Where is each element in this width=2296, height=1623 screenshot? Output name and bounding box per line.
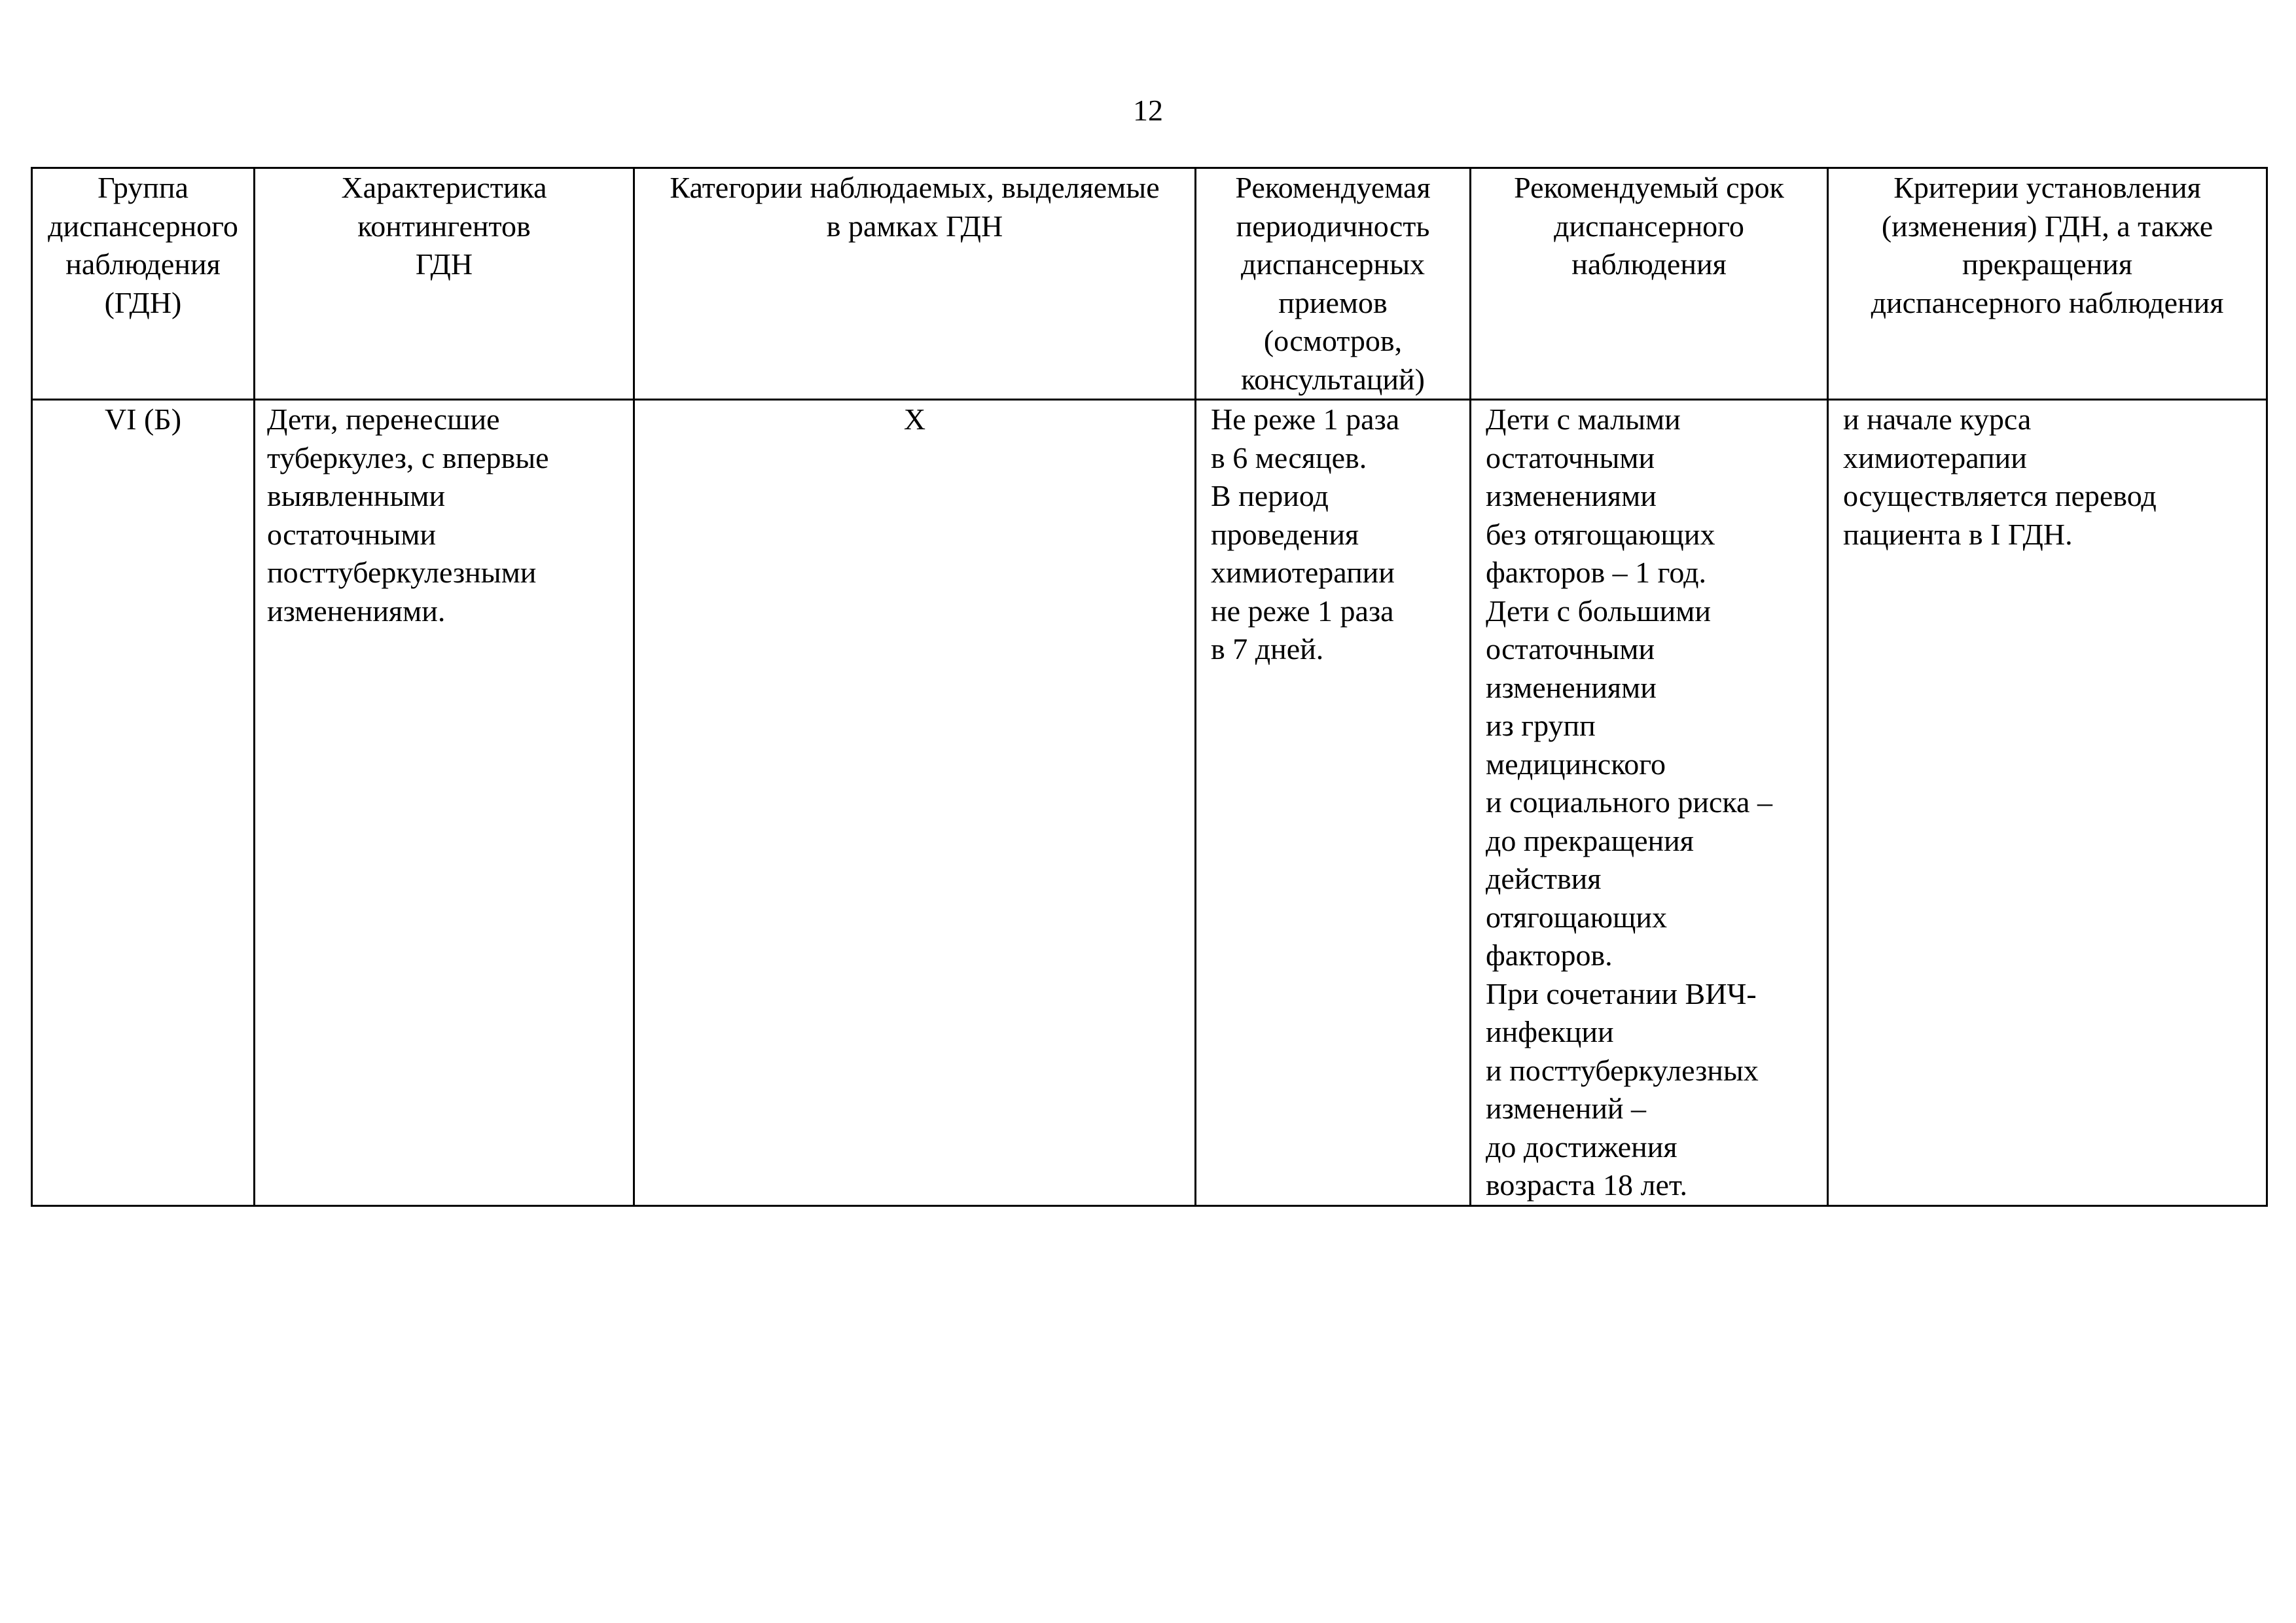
cell-line: изменениями. [267,594,446,628]
cell-line: VI (Б) [104,402,182,436]
cell-line: проведения [1211,517,1359,551]
cell-line: отягощающих [1486,900,1668,934]
cell-line: При сочетании ВИЧ- [1486,976,1757,1010]
cell-line: посттуберкулезными [267,556,537,589]
cell-criteria [1828,400,2267,1206]
header-line: периодичность [1236,209,1430,243]
header-criteria [1828,168,2267,400]
header-line: прекращения [1962,247,2133,281]
cell-group [32,400,255,1206]
cell-line: и социального риска – [1486,785,1772,819]
cell-line: до прекращения [1486,823,1694,857]
header-categories [634,168,1196,400]
header-line: наблюдения [1571,247,1727,281]
header-line: (осмотров, [1263,324,1403,357]
header-line: диспансерного наблюдения [1871,285,2224,319]
cell-line: не реже 1 раза [1211,594,1394,628]
cell-line: Не реже 1 раза [1211,402,1400,436]
header-characteristics [255,168,634,400]
header-line: наблюдения [65,247,221,281]
cell-line: до достижения [1486,1130,1677,1164]
header-periodicity [1196,168,1471,400]
cell-periodicity [1196,400,1471,1206]
cell-line: факторов – 1 год. [1486,556,1706,589]
header-term [1471,168,1828,400]
cell-line: изменений – [1486,1092,1647,1125]
header-line: диспансерного [1554,209,1744,243]
header-line: консультаций) [1241,362,1425,396]
header-line: Критерии установления [1893,171,2201,204]
header-line: Рекомендуемый срок [1514,171,1784,204]
cell-line: Дети с малыми [1486,402,1681,436]
cell-line: остаточными [267,517,437,551]
cell-line: осуществляется перевод [1843,479,2157,512]
header-line: Рекомендуемая [1235,171,1431,204]
cell-line: без отягощающих [1486,517,1715,551]
cell-line: Дети с большими [1486,594,1711,628]
header-line: (ГДН) [104,285,182,319]
cell-line: В период [1211,479,1329,512]
header-line: в рамках ГДН [826,209,1003,243]
cell-line: факторов. [1486,938,1613,972]
cell-line: выявленными [267,479,446,512]
cell-term [1471,400,1828,1206]
cell-characteristics [255,400,634,1206]
dispensary-observation-table [31,167,2268,1207]
header-line: (изменения) ГДН, а также [1881,209,2214,243]
cell-line: в 6 месяцев. [1211,440,1367,474]
cell-line: и начале курса [1843,402,2032,436]
header-line: диспансерного [48,209,238,243]
header-line: контингентов [357,209,531,243]
page-number: 12 [1133,94,1163,127]
cell-line: туберкулез, с впервые [267,440,549,474]
cell-line: изменениями [1486,670,1657,704]
cell-line: пациента в I ГДН. [1843,517,2073,551]
cell-line: и посттуберкулезных [1486,1053,1759,1087]
header-line: Группа [98,171,188,204]
header-group [32,168,255,400]
table-header-row [32,168,2267,400]
cell-line: изменениями [1486,479,1657,512]
cell-line: возраста 18 лет. [1486,1168,1688,1202]
cell-line: X [903,402,926,436]
cell-line: медицинского [1486,747,1666,781]
cell-line: Дети, перенесшие [267,402,500,436]
header-line: ГДН [415,247,473,281]
cell-line: действия [1486,862,1602,895]
cell-line: инфекции [1486,1015,1614,1048]
cell-line: химиотерапии [1211,556,1395,589]
table-row [32,400,2267,1206]
cell-categories [634,400,1196,1206]
header-line: Категории наблюдаемых, выделяемые [670,171,1160,204]
cell-line: остаточными [1486,440,1655,474]
cell-line: в 7 дней. [1211,632,1324,666]
cell-line: химиотерапии [1843,440,2027,474]
cell-line: из групп [1486,709,1596,742]
header-line: Характеристика [341,171,547,204]
cell-line: остаточными [1486,632,1655,666]
header-line: приемов [1278,285,1388,319]
header-line: диспансерных [1240,247,1425,281]
